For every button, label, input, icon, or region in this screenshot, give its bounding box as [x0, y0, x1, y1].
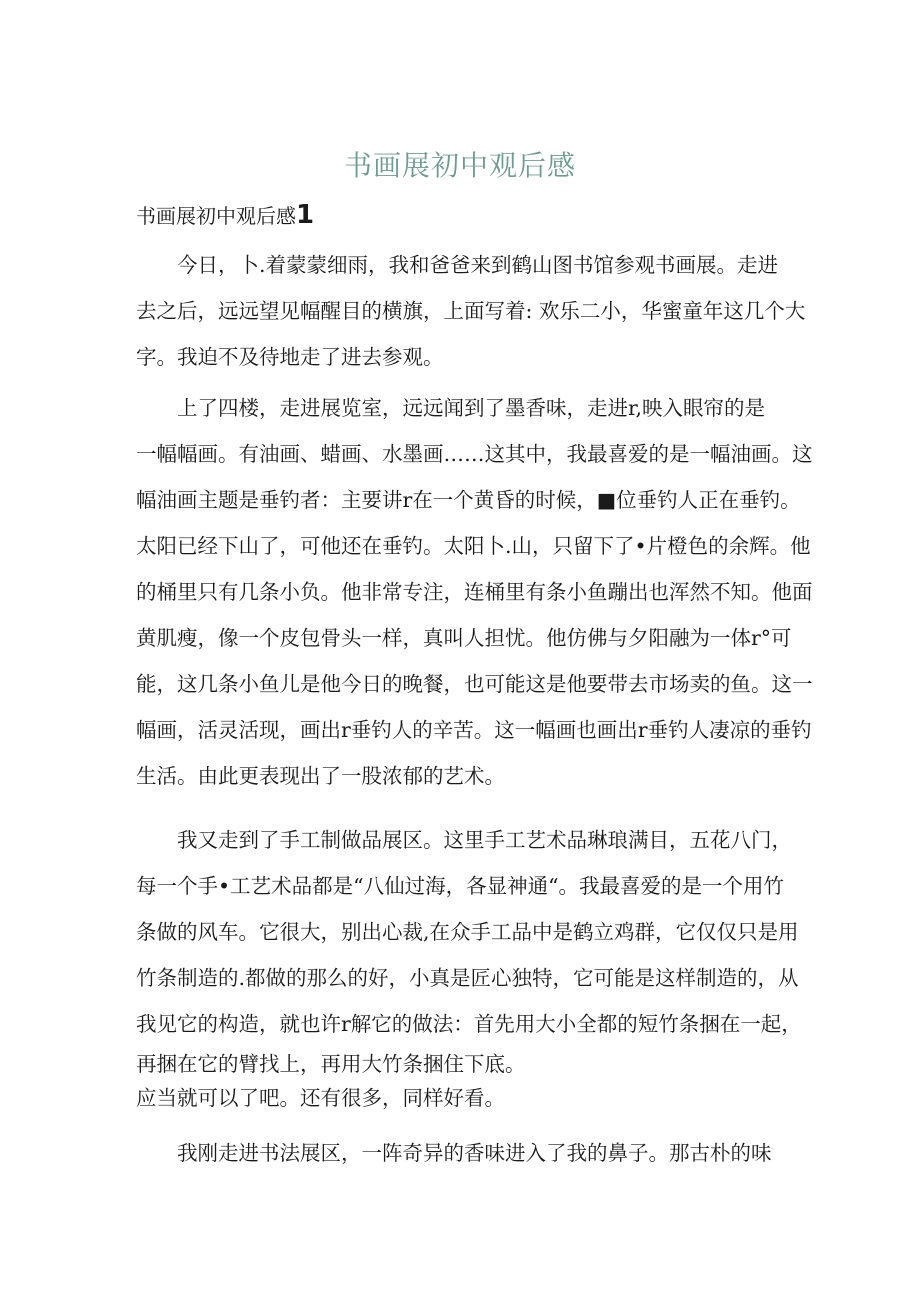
paragraph-line: 幅油画主题是垂钓者：主要讲r在一个黄昏的时候，■位垂钓人正在垂钓。 [136, 488, 801, 512]
paragraph-line: 太阳已经下山了，可他还在垂钓。太阳卜.山，只留下了•片橙色的余辉。他 [136, 534, 811, 558]
section-heading-number: 1 [296, 200, 315, 230]
paragraph-2 [136, 385, 813, 799]
paragraph-line: 条做的风车。它很大，别出心裁,在众手工品中是鹤立鸡群，它仅仅只是用 [136, 920, 799, 944]
paragraph-line: 我又走到了手工制做品展区。这里手工艺术品琳琅满目，五花八门， [136, 828, 792, 852]
section-heading-text: 书画展初中观后感 [136, 204, 296, 228]
paragraph-1 [136, 242, 806, 380]
paragraph-line: 的桶里只有几条小负。他非常专注，连桶里有条小鱼蹦出也浑然不知。他面 [136, 580, 813, 604]
paragraph-line: 竹条制造的.都做的那么的好，小真是匠心独特，它可能是这样制造的，从 [136, 966, 799, 990]
paragraph-line: 我刚走进书法展区，一阵奇异的香味进入了我的鼻子。那古朴的味 [136, 1141, 772, 1165]
paragraph-line: 幅画，活灵活现，画出r垂钓人的辛苦。这一幅画也画出r垂钓人凄凉的垂钓 [136, 718, 812, 742]
paragraph-line: 一幅幅画。有油画、蜡画、水墨画……这其中，我最喜爱的是一幅油画。这 [136, 442, 813, 466]
paragraph-3 [136, 817, 802, 1115]
paragraph-line: 上了四楼，走进展览室，远远闻到了墨香味，走进r,映入眼帘的是 [136, 396, 766, 420]
paragraph-line: 黄肌瘦，像一个皮包骨头一样，真叫人担忧。他仿佛与夕阳融为一体r°可 [136, 626, 792, 650]
paragraph-line: 今日，卜.着蒙蒙细雨，我和爸爸来到鹤山图书馆参观书画展。走进 [136, 253, 779, 277]
document-title: 书画展初中观后感 [343, 149, 576, 182]
paragraph-line: 应当就可以了吧。还有很多，同样好看。 [136, 1086, 505, 1110]
section-heading [136, 200, 314, 231]
paragraph-line: 生活。由此更表现出了一股浓郁的艺术。 [136, 764, 505, 788]
paragraph-line: 字。我迫不及待地走了进去参观。 [136, 345, 444, 369]
paragraph-line: 每一个手•工艺术品都是“八仙过海，各显神通“。我最喜爱的是一个用竹 [136, 874, 785, 898]
paragraph-4 [136, 1130, 790, 1176]
paragraph-line: 我见它的构造，就也许r解它的做法：首先用大小全都的短竹条捆在一起， [136, 1012, 802, 1036]
paragraph-line: 再捆在它的臂找上，再用大竹条捆住下底。 [136, 1052, 526, 1076]
paragraph-line: 去之后，远远望见幅醒目的横旗，上面写着: 欢乐二小，华蜜童年这几个大 [136, 299, 806, 323]
paragraph-line: 能，这几条小鱼儿是他今日的晚餐，也可能这是他要带去市场卖的鱼。这一 [136, 672, 813, 696]
